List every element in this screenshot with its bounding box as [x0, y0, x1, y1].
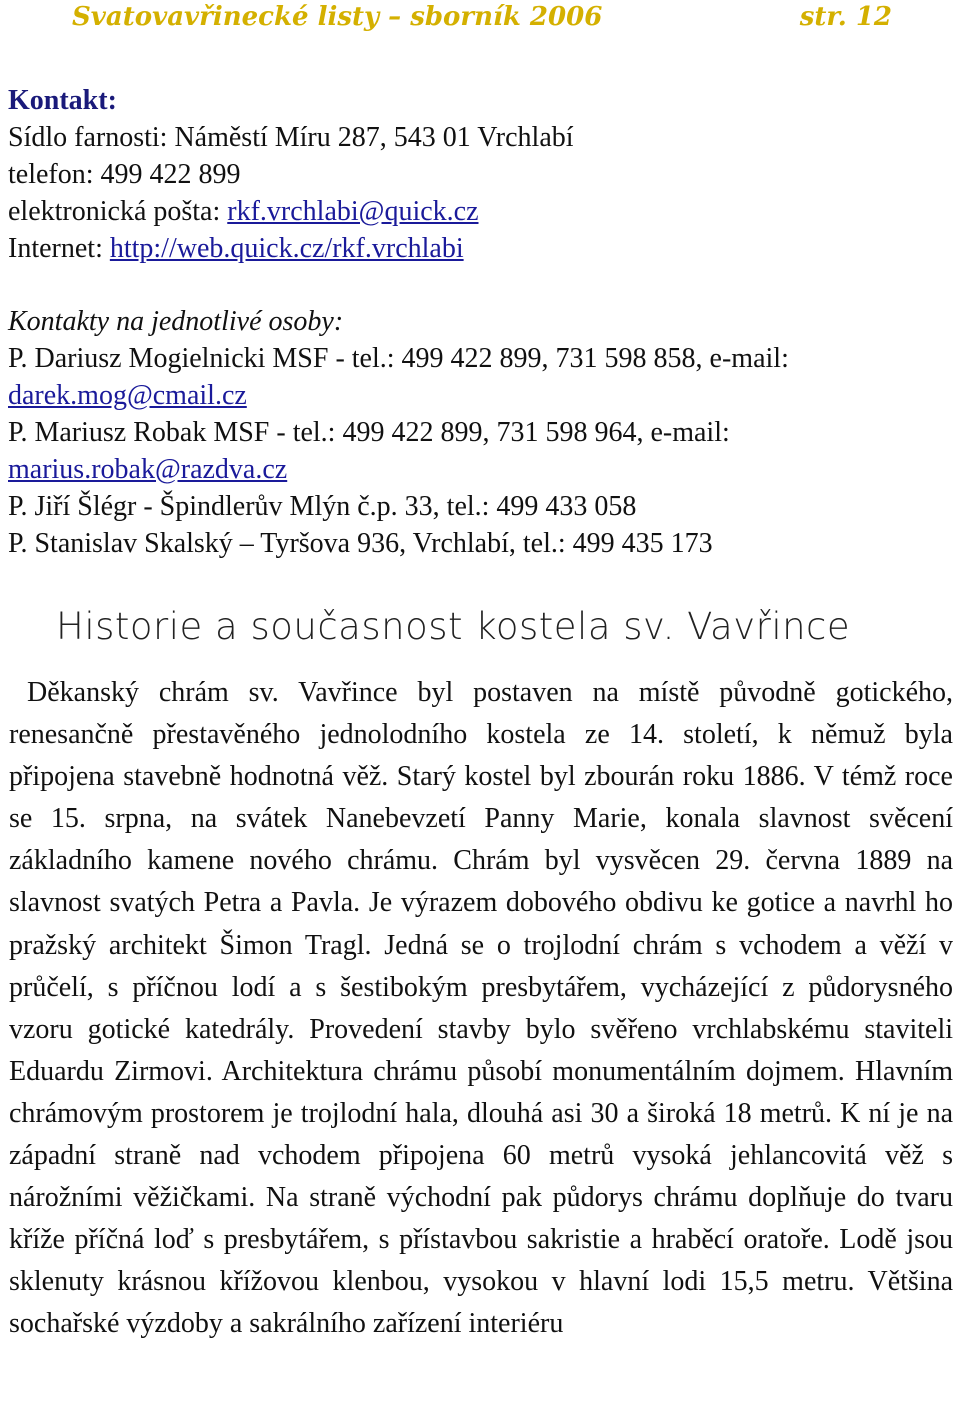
contact-heading: Kontakt: [8, 85, 117, 116]
person-2-email-link[interactable]: marius.robak@razdva.cz [8, 454, 288, 485]
parish-email-line [8, 193, 952, 230]
contact-section [8, 82, 952, 562]
publication-title: Svatovavřinecké listy – sborník 2006 [72, 2, 603, 32]
persons-label: Kontakty na jednotlivé osoby: [8, 306, 344, 337]
article-body: Děkanský chrám sv. Vavřince byl postaven na místě původně gotického, renesančně přestavěného jednolodního kostela ze 14. století, k němuž byla připojena stavebně hodnotná věž. Starý kostel byl zbourán roku 1886. V témž roce se 15. srpna, na svátek Nanebevzetí Panny Marie, konala slavnost svěcení základního kamene nového chrámu. Chrám byl vysvěcen 29. června 1889 na slavnost svatých Petra a Pavla. Je výrazem dobového obdivu ke gotice a navrhl ho pražský architekt Šimon Tragl. Jedná se o trojlodní chrám s vchodem a věží v průčelí, s příčnou lodí a s šestibokým presbytářem, vycházející z půdorysného vzoru gotické katedrály. Provedení stavby bylo svěřeno vrchlabskému staviteli Eduardu Zirmovi. Architektura chrámu působí monumentálním dojmem. Hlavním chrámovým prostorem je trojlodní hala, dlouhá asi 30 a široká 18 metrů. K ní je na západní straně nad vchodem připojena 60 metrů vysoká jehlancovitá věž s nárožními věžičkami. Na straně východní pak půdorys chrámu doplňuje do tvaru kříže příčná loď s presbytářem, s přístavbou sakristie a hraběcí oratoře. Lodě jsou sklenuty krásnou křížovou klenbou, vysokou v hlavní lodi 15,5 metru. Většina sochařské výzdoby a sakrálního zařízení interiéru [9, 677, 953, 1340]
person-contact-1: P. Dariusz Mogielnicki MSF - tel.: 499 422 899, 731 598 858, e-mail: [8, 343, 789, 374]
person-1-email-link[interactable]: darek.mog@cmail.cz [8, 380, 247, 411]
parish-email-link[interactable]: rkf.vrchlabi@quick.cz [227, 196, 479, 227]
email-label: elektronická pošta: [8, 196, 228, 227]
parish-website-link[interactable]: http://web.quick.cz/rkf.vrchlabi [109, 233, 464, 264]
parish-address: Sídlo farnosti: Náměstí Míru 287, 543 01 Vrchlabí [8, 122, 574, 153]
person-contact-3: P. Jiří Šlégr - Špindlerův Mlýn č.p. 33, tel.: 499 433 058 [8, 491, 637, 522]
article-title: Historie a současnost kostela sv. Vavřince [56, 605, 851, 648]
page-header [72, 0, 892, 34]
parish-internet-line [8, 230, 952, 267]
parish-phone: telefon: 499 422 899 [8, 159, 241, 190]
person-contact-4: P. Stanislav Skalský – Tyršova 936, Vrchlabí, tel.: 499 435 173 [8, 528, 713, 559]
page-number: str. 12 [799, 2, 892, 32]
person-contact-2: P. Mariusz Robak MSF - tel.: 499 422 899, 731 598 964, e-mail: [8, 417, 730, 448]
internet-label: Internet: [8, 233, 110, 264]
